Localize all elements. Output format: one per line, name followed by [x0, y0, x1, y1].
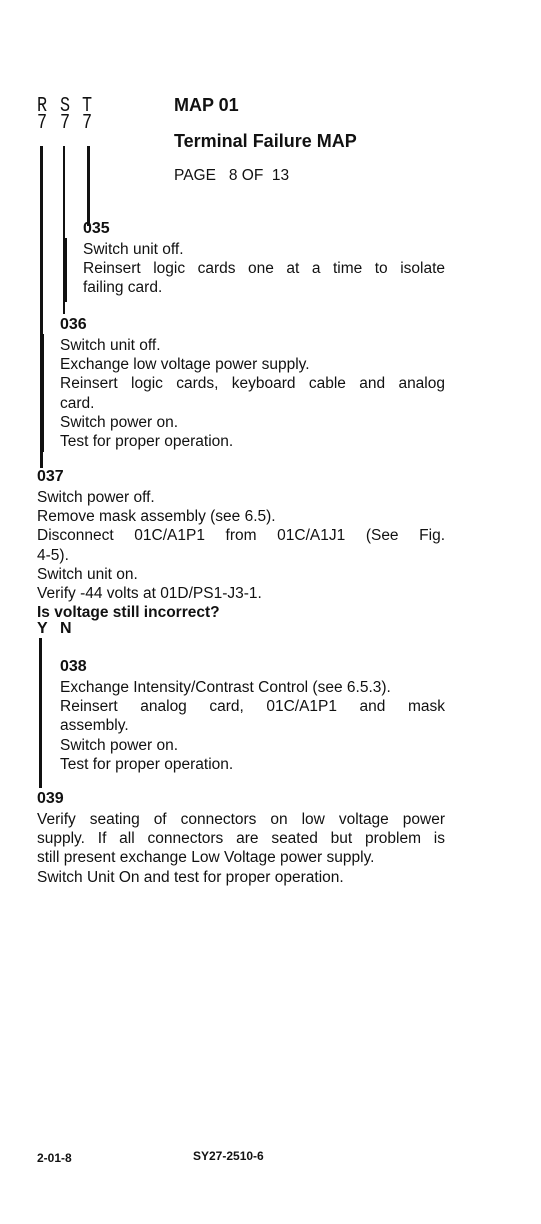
flow-line-y [39, 638, 42, 788]
step-037-line: Disconnect 01C/A1P1 from 01C/A1J1 (See Fig. [37, 527, 445, 545]
step-039-line: Switch Unit On and test for proper operation. [37, 868, 344, 886]
step-039-line: still present exchange Low Voltage power supply. [37, 849, 375, 867]
step-038-line: Exchange Intensity/Contrast Control (see 6.5.3). [60, 679, 391, 696]
step-035-line: Reinsert logic cards one at a time to isolate [83, 260, 445, 278]
step-035-number: 035 [83, 220, 110, 237]
step-038-line: Switch power on. [60, 736, 179, 754]
map-title: Terminal Failure MAP [174, 131, 357, 151]
column-s-number: 7 [60, 112, 71, 135]
step-035-line: failing card. [83, 279, 163, 297]
step-039-line: Verify seating of connectors on low voltage power [37, 811, 445, 828]
step-036-line: Exchange low voltage power supply. [60, 356, 310, 374]
step-036-line: Switch power on. [60, 413, 179, 431]
column-r-letter: R [37, 95, 48, 118]
step-037-line: Verify -44 volts at 01D/PS1-J3-1. [37, 585, 262, 603]
step-036-line: Test for proper operation. [60, 433, 234, 451]
step-037-number: 037 [37, 468, 64, 485]
column-t-letter: T [82, 95, 93, 118]
page-indicator: PAGE 8 OF 13 [174, 167, 290, 184]
step-038-line: assembly. [60, 717, 129, 735]
step-037-line: Switch unit on. [37, 565, 138, 583]
step-035-text [83, 240, 445, 298]
step-035-line: Switch unit off. [83, 241, 184, 258]
step-038-line: Reinsert analog card, 01C/A1P1 and mask [60, 698, 445, 716]
step-037-question: Is voltage still incorrect? [37, 604, 220, 622]
column-t-number: 7 [82, 112, 93, 135]
answer-no-label: N [60, 620, 72, 637]
map-number: MAP 01 [174, 95, 239, 115]
answer-yes-label: Y [37, 620, 48, 637]
step-038-line: Test for proper operation. [60, 755, 234, 773]
flow-line-035 [65, 238, 67, 302]
flow-line-036 [42, 334, 44, 452]
step-039-text [37, 810, 445, 887]
column-s-letter: S [60, 95, 71, 118]
step-036-text [60, 336, 445, 451]
step-036-line: Switch unit off. [60, 337, 161, 354]
step-037-text [37, 488, 445, 622]
step-037-line: Switch power off. [37, 489, 155, 506]
step-038-number: 038 [60, 658, 87, 675]
column-r-number: 7 [37, 112, 48, 135]
flow-line-t [87, 146, 90, 226]
step-039-number: 039 [37, 790, 64, 807]
step-037-line: 4-5). [37, 546, 69, 564]
step-039-line: supply. If all connectors are seated but problem is [37, 830, 445, 848]
step-038-text [60, 678, 445, 774]
step-037-line: Remove mask assembly (see 6.5). [37, 508, 276, 526]
step-036-number: 036 [60, 316, 87, 333]
step-036-line: card. [60, 394, 95, 412]
step-036-line: Reinsert logic cards, keyboard cable and analog [60, 375, 445, 393]
footer-page-id: 2-01-8 [37, 1151, 72, 1165]
footer-doc-id: SY27-2510-6 [193, 1149, 264, 1163]
